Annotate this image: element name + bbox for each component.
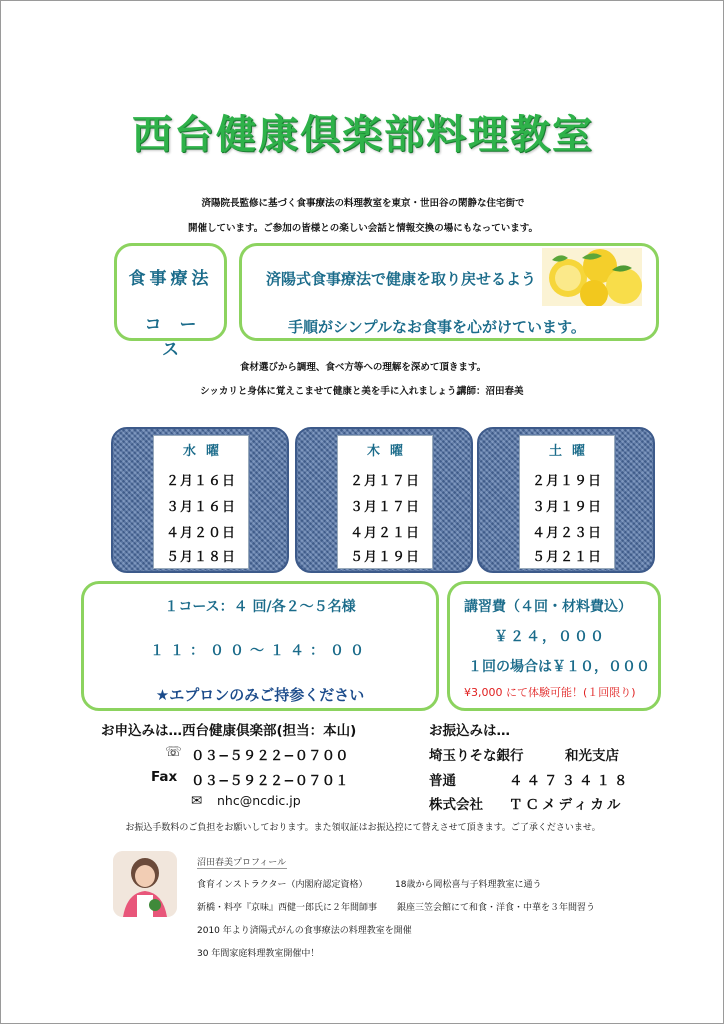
lemon-image — [542, 248, 642, 306]
day-panel-sat — [477, 427, 655, 573]
profile-item: 18歳から岡松喜与子料理教室に通う — [395, 880, 542, 890]
course-label-line1: 食事療法 — [128, 269, 213, 289]
fee-box — [447, 581, 661, 711]
account-number: ４４７３４１８ — [509, 773, 632, 789]
trial-note: ¥3,000 にて体験可能！(１回限り) — [464, 686, 636, 699]
fax-label: Fax — [151, 769, 178, 785]
day-label: 木曜 — [366, 444, 413, 459]
tel-number[interactable]: ０３−５９２２−０７００ — [191, 748, 349, 764]
profile-title: 沼田春美プロフィール — [197, 858, 287, 868]
day-card — [153, 435, 249, 569]
profile-item: 2010 年より済陽式がんの食事療法の料理教室を開催 — [197, 926, 412, 936]
profile-item: 新橋・料亭『京味』西健一郎氏に２年間師事 — [197, 903, 378, 913]
course-label-line2: コース — [144, 315, 215, 360]
course-description-box — [239, 243, 659, 341]
bank-branch: 和光支店 — [565, 748, 619, 764]
middle-line-1: 食材選びから調理、食べ方等への理解を深めて頂きます。 — [239, 362, 487, 373]
instructor-photo — [113, 851, 177, 917]
day-card — [519, 435, 615, 569]
date-item: ４月２３日 — [531, 526, 602, 541]
date-item: ３月１６日 — [165, 500, 236, 515]
fee-single: １回の場合は￥１０，０００ — [468, 659, 650, 675]
account-holder: ＴＣメディカル — [509, 797, 624, 813]
profile-item: 30 年間家庭料理教室開催中！ — [197, 949, 320, 959]
instructor: 講師：沼田春美 — [457, 386, 524, 397]
course-label-box — [114, 243, 227, 360]
date-item: ５月２１日 — [531, 550, 602, 565]
day-card — [337, 435, 433, 569]
mail-icon: ✉ — [191, 793, 203, 809]
bank-heading: お振込みは… — [429, 723, 510, 739]
date-item: ４月２１日 — [349, 526, 420, 541]
date-item: ３月１７日 — [349, 500, 420, 515]
email-link[interactable]: nhc@ncdic.jp — [217, 793, 301, 808]
date-item: ２月１６日 — [165, 474, 236, 489]
profile-divider — [197, 868, 287, 869]
bank-name: 埼玉りそな銀行 — [429, 748, 524, 764]
date-item: ２月１９日 — [531, 474, 602, 489]
account-type: 普通 — [429, 773, 456, 789]
intro-line-2: 開催しています。ご参加の皆様との楽しい会話と情報交換の場にもなっています。 — [188, 223, 538, 234]
class-time: １１：００～１４：００ — [150, 643, 370, 659]
intro-line-1: 済陽院長監修に基づく食事療法の料理教室を東京・世田谷の閑静な住宅街で — [201, 198, 525, 209]
transfer-note: お振込手数料のご負担をお願いしております。また領収証はお振込控にて替えさせて頂きます。ご了承くださいませ。 — [125, 823, 601, 833]
day-label: 水曜 — [182, 444, 229, 459]
holder-prefix: 株式会社 — [429, 797, 483, 813]
profile-item: 食育インストラクター（内閣府認定資格） — [197, 880, 368, 890]
date-item: ４月２０日 — [165, 526, 236, 541]
fax-number: ０３−５９２２−０７０１ — [191, 773, 349, 789]
course-desc-line1: 済陽式食事療法で健康を取り戻せるよう — [266, 270, 537, 288]
schedule-box — [81, 581, 439, 711]
fee-amount: ￥２４，０００ — [494, 629, 606, 645]
date-item: ２月１７日 — [349, 474, 420, 489]
page-title: 西台健康倶楽部料理教室 — [132, 112, 594, 158]
phone-icon: ☏ — [165, 744, 182, 760]
apply-heading: お申込みは…西台健康倶楽部(担当：本山) — [101, 723, 357, 739]
date-item: ３月１９日 — [531, 500, 602, 515]
profile-item: 銀座三笠会館にて和食・洋食・中華を３年間習う — [397, 903, 596, 913]
course-info: １コース：４ 回/各２～５名様 — [164, 599, 356, 615]
course-desc-line2: 手順がシンプルなお食事を心がけています。 — [288, 318, 586, 336]
fee-label: 講習費（４回・材料費込） — [464, 599, 632, 615]
day-panel-thu — [295, 427, 473, 573]
day-label: 土曜 — [548, 444, 595, 459]
date-item: ５月１８日 — [165, 550, 236, 565]
day-panel-wed — [111, 427, 289, 573]
date-item: ５月１９日 — [349, 550, 420, 565]
middle-line-2: シッカリと身体に覚えこませて健康と美を手に入れましょう。 — [200, 386, 466, 397]
apron-note: ★エプロンのみご持参ください — [155, 686, 365, 704]
